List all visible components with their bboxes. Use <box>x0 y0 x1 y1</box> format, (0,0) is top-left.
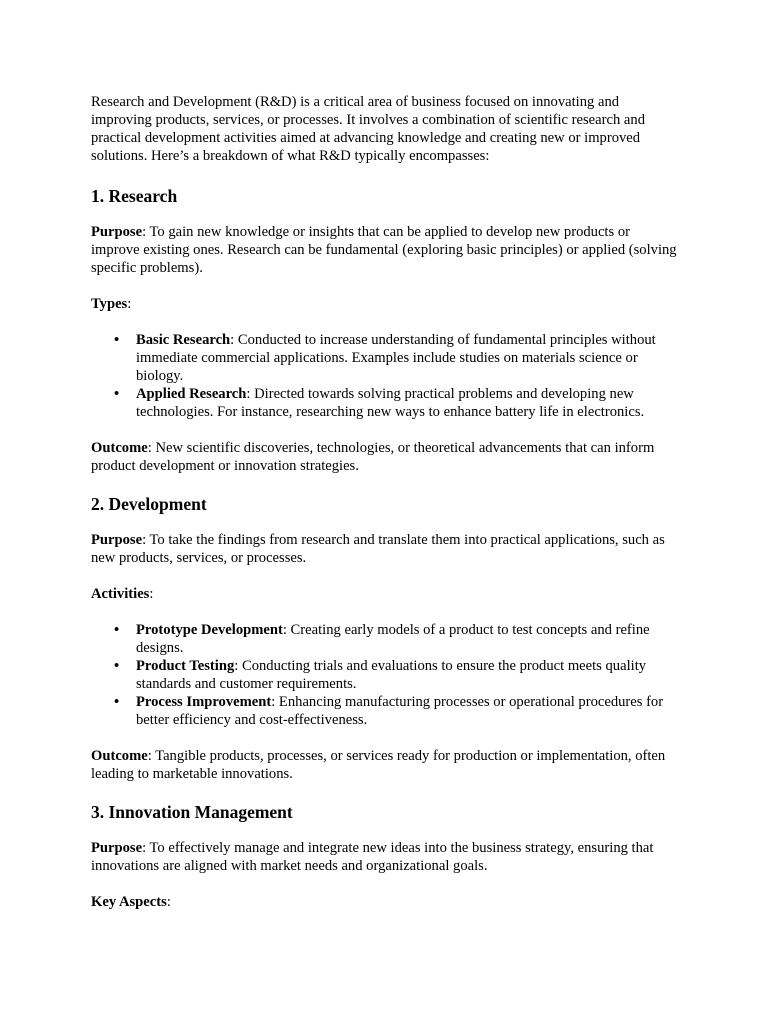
bullet-icon: • <box>114 332 120 348</box>
types-label: Types <box>91 296 128 312</box>
item-text: : Conducting trials and evaluations to ensure the product meets quality standards and customer requirements. <box>136 658 647 692</box>
list-label-paragraph <box>91 295 681 313</box>
purpose-label: Purpose <box>91 224 143 240</box>
purpose-paragraph <box>91 531 681 567</box>
intro-paragraph: Research and Development (R&D) is a critical area of business focused on innovating and improving products, services, or processes. It involves a combination of scientific research and practical development activities aimed at advancing knowledge and creating new or improved solutions. Here’s a breakdown of what R&D typically encompasses: <box>91 94 645 164</box>
item-text: : Enhancing manufacturing processes or operational procedures for better efficiency and cost-effectiveness. <box>136 694 664 728</box>
outcome-text: : New scientific discoveries, technologies, or theoretical advancements that can inform product development or innovation strategies. <box>91 440 655 474</box>
outcome-label: Outcome <box>91 440 148 456</box>
list-label-paragraph <box>91 585 681 603</box>
item-term: Basic Research <box>136 332 231 348</box>
purpose-paragraph <box>91 839 681 875</box>
bullet-icon: • <box>114 694 120 710</box>
item-term: Process Improvement <box>136 694 272 710</box>
purpose-text: : To effectively manage and integrate new ideas into the business strategy, ensuring that innovations are aligned with market needs and organizational goals. <box>91 840 654 874</box>
bullet-icon: • <box>114 658 120 674</box>
purpose-paragraph <box>91 223 681 277</box>
list-label-paragraph <box>91 893 681 911</box>
bullet-icon: • <box>114 622 120 638</box>
section-research <box>91 185 681 475</box>
item-term: Prototype Development <box>136 622 283 638</box>
item-text: : Creating early models of a product to test concepts and refine designs. <box>136 622 650 656</box>
activities-suffix: : <box>149 586 154 602</box>
types-suffix: : <box>127 296 132 312</box>
purpose-label: Purpose <box>91 532 143 548</box>
activities-label: Activities <box>91 586 150 602</box>
key-aspects-label: Key Aspects <box>91 894 167 910</box>
item-text: : Directed towards solving practical problems and developing new technologies. For instance, researching new ways to enhance battery life in electronics. <box>136 386 645 420</box>
activities-list <box>91 621 681 729</box>
outcome-paragraph <box>91 439 681 475</box>
item-term: Applied Research <box>136 386 247 402</box>
key-aspects-suffix: : <box>166 894 171 910</box>
list-item <box>114 385 681 421</box>
section-heading: 1. Research <box>91 186 178 206</box>
bullet-icon: • <box>114 386 120 402</box>
purpose-text: : To gain new knowledge or insights that can be applied to develop new products or improve existing ones. Research can be fundamental (exploring basic principles) or applied (solving specific problems). <box>91 224 677 276</box>
section-heading: 3. Innovation Management <box>91 802 293 822</box>
item-text: : Conducted to increase understanding of fundamental principles without immediate commercial applications. Examples include studies on materials science or biology. <box>136 332 656 384</box>
list-item <box>114 331 681 385</box>
list-item <box>114 621 681 657</box>
purpose-label: Purpose <box>91 840 143 856</box>
item-term: Product Testing <box>136 658 235 674</box>
document-page <box>91 93 681 929</box>
purpose-text: : To take the findings from research and translate them into practical applications, such as new products, services, or processes. <box>91 532 665 566</box>
section-development <box>91 493 681 783</box>
types-list <box>91 331 681 421</box>
list-item <box>114 693 681 729</box>
list-item <box>114 657 681 693</box>
outcome-label: Outcome <box>91 748 148 764</box>
outcome-paragraph <box>91 747 681 783</box>
outcome-text: : Tangible products, processes, or services ready for production or implementation, often leading to marketable innovations. <box>91 748 666 782</box>
section-innovation-management <box>91 801 681 911</box>
section-heading: 2. Development <box>91 494 207 514</box>
